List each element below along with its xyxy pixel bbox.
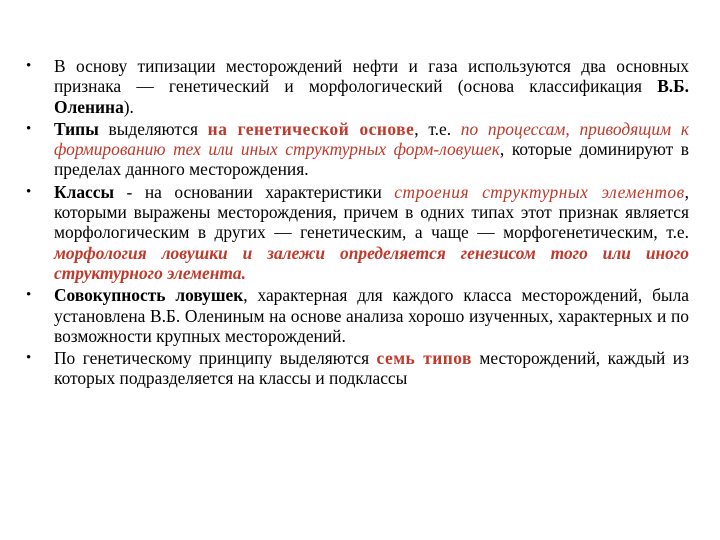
bullet-1-author: В.Б. Оленина <box>54 76 689 117</box>
bullet-list <box>24 56 689 389</box>
bullet-4-text: , характерная для каждого класса месторождений, была установлена В.Б. Олениным на основе анализа хорошо изученных, характерных и по возможности крупных месторождений. <box>54 285 689 346</box>
bullet-5-highlight: семь типов <box>376 348 472 369</box>
bullet-2-text-2: , т.е. <box>414 118 461 139</box>
bullet-3-highlight-1: строения структурных элементов <box>394 181 685 202</box>
bullet-2-text-3: , которые доминируют в пределах данного месторождения. <box>54 139 689 180</box>
bullet-item-3 <box>24 182 689 283</box>
bullet-5-text-2: месторождений, каждый из которых подразделяется на классы и подклассы <box>54 348 689 389</box>
bullet-item-1 <box>24 56 689 117</box>
bullet-3-highlight-2: морфология ловушки и залежи определяется генезисом того или иного структурного элемента. <box>54 242 689 283</box>
bullet-3-text-2: , которыми выражены месторождения, причем в одних типах этот признак является морфологическим в других — генетическим, а чаще — морфогенетическим, т.е. <box>54 181 689 243</box>
bullet-marker: • <box>26 287 32 304</box>
bullet-2-text-1: выделяются <box>98 118 208 139</box>
bullet-item-2 <box>24 119 689 180</box>
bullet-2-highlight-1: на генетической основе <box>207 118 415 139</box>
bullet-3-term: Классы <box>54 181 115 202</box>
bullet-2-highlight-2: по процессам, приводящим к формированию тех или иных структурных форм-ловушек <box>54 118 689 160</box>
bullet-3-text-1: - на основании характеристики <box>114 181 395 202</box>
bullet-item-4 <box>24 285 689 346</box>
bullet-item-5 <box>24 348 689 389</box>
bullet-marker: • <box>26 120 32 137</box>
bullet-5-text-1: По генетическому принципу выделяются <box>54 348 377 369</box>
bullet-marker: • <box>26 183 32 200</box>
bullet-marker: • <box>26 350 32 367</box>
bullet-1-text-2: ). <box>123 96 134 117</box>
bullet-2-term: Типы <box>54 118 99 139</box>
bullet-1-text-1: В основу типизации месторождений нефти и газа используются два основных признака — генетический и морфологический (основа классификация <box>54 56 689 97</box>
bullet-4-term: Совокупность ловушек <box>54 285 244 306</box>
bullet-marker: • <box>26 58 32 74</box>
